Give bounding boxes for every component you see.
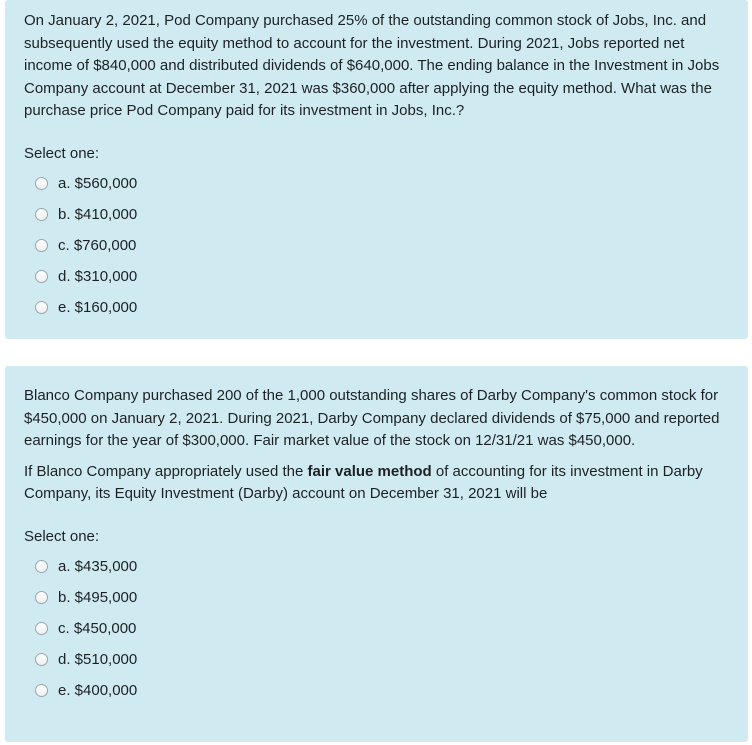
answer-label: e. $160,000	[58, 298, 138, 316]
answer-label: b. $495,000	[58, 588, 138, 606]
question-2-text	[24, 385, 729, 506]
answer-label: a. $435,000	[58, 557, 138, 575]
question-1	[5, 0, 748, 339]
radio-button[interactable]	[35, 301, 48, 314]
answer-label: c. $760,000	[58, 236, 137, 254]
question-1-text	[24, 10, 729, 123]
answer-option-a[interactable]	[24, 168, 729, 199]
answer-option-d[interactable]	[24, 261, 729, 292]
answer-label: d. $310,000	[58, 267, 138, 285]
answer-option-d[interactable]	[24, 644, 729, 675]
question-2-paragraph-1: Blanco Company purchased 200 of the 1,000 outstanding shares of Darby Company's common stock for $450,000 on January 2, 2021. During 2021, Darby Company declared dividends of $75,000 and reported earnings for the year of $300,000. Fair market value of the stock on 12/31/21 was $450,000.	[24, 387, 720, 450]
radio-button[interactable]	[35, 622, 48, 635]
paragraph-text: If Blanco Company appropriately used the	[24, 462, 308, 480]
question-2-paragraph-2	[24, 461, 729, 506]
radio-button[interactable]	[35, 270, 48, 283]
radio-button[interactable]	[35, 177, 48, 190]
answer-label: e. $400,000	[58, 681, 138, 699]
select-one-label: Select one:	[24, 144, 100, 162]
answer-label: d. $510,000	[58, 650, 138, 668]
paragraph-text: of accounting for its investment in Darby Company, its Equity Investment (Darby) account on December 31, 2021 will be	[24, 462, 703, 503]
radio-button[interactable]	[35, 591, 48, 604]
select-one-label: Select one:	[24, 527, 100, 545]
answer-label: a. $560,000	[58, 174, 138, 192]
answer-option-b[interactable]	[24, 199, 729, 230]
bold-term: fair value method	[307, 462, 432, 480]
answer-list	[24, 551, 729, 706]
answer-option-a[interactable]	[24, 551, 729, 582]
radio-button[interactable]	[35, 684, 48, 697]
question-1-paragraph: On January 2, 2021, Pod Company purchased 25% of the outstanding common stock of Jobs, Inc. and subsequently used the equity method to account for the investment. During 2021, Jobs reported net income of $840,000 and distributed dividends of $640,000. The ending balance in the Investment in Jobs Company account at December 31, 2021 was $360,000 after applying the equity method. What was the purchase price Pod Company paid for its investment in Jobs, Inc.?	[24, 12, 720, 120]
answer-list	[24, 168, 729, 323]
answer-option-b[interactable]	[24, 582, 729, 613]
question-2	[5, 366, 748, 742]
radio-button[interactable]	[35, 560, 48, 573]
radio-button[interactable]	[35, 653, 48, 666]
radio-button[interactable]	[35, 208, 48, 221]
answer-option-c[interactable]	[24, 613, 729, 644]
answer-label: c. $450,000	[58, 619, 137, 637]
answer-option-e[interactable]	[24, 292, 729, 323]
radio-button[interactable]	[35, 239, 48, 252]
answer-option-c[interactable]	[24, 230, 729, 261]
answer-label: b. $410,000	[58, 205, 138, 223]
answer-option-e[interactable]	[24, 675, 729, 706]
